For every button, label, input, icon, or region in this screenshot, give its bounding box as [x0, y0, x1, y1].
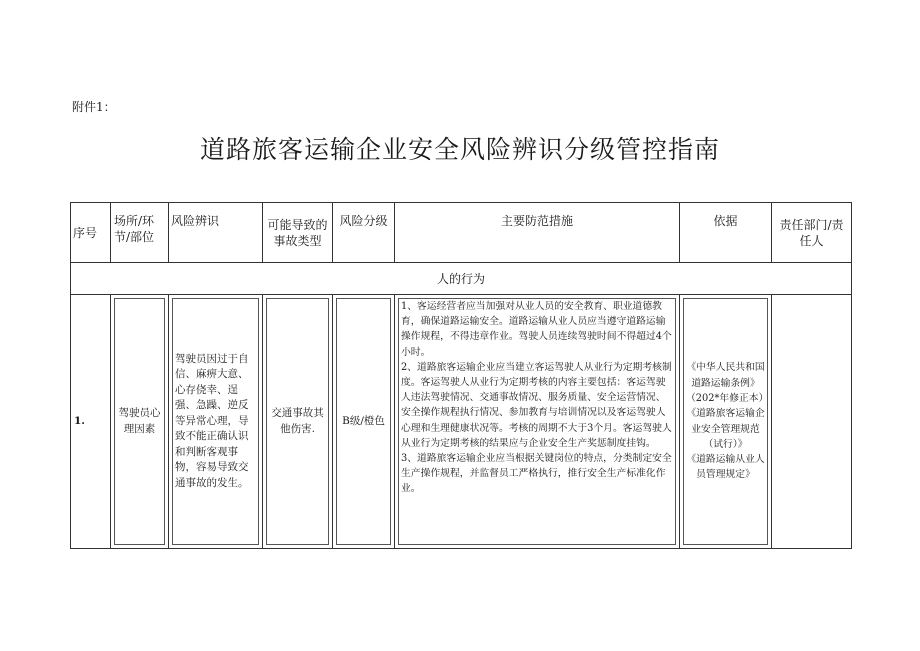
row-measures — [398, 298, 676, 545]
measure-item-3: 3、道路旅客运输企业应当根据关键岗位的特点，分类制定安全生产操作规程，并监督员工严格执行，推行安全生产标准化作业。 — [401, 453, 672, 495]
attachment-label: 附件1： — [72, 100, 116, 114]
cell-location — [111, 295, 169, 549]
row-seq: 1. — [74, 414, 85, 427]
header-risk-level: 风险分级 — [333, 203, 395, 263]
row-risk-identification: 驾驶员因过于自信、麻痹大意、心存侥幸、逞强、急躁、逆反等异常心理，导致不能正确认识和判断客观事物，容易导致交通事故的发生。 — [175, 352, 249, 489]
risk-guide-table — [70, 202, 852, 549]
header-responsible: 责任部门/责任人 — [772, 203, 852, 263]
header-risk-identification: 风险辨识 — [169, 203, 263, 263]
header-basis: 依据 — [680, 203, 772, 263]
cell-responsible — [772, 295, 852, 549]
section-title: 人的行为 — [71, 263, 852, 295]
row-accident-type: 交通事故其他伤害. — [271, 407, 324, 435]
row-risk-level: B级/橙色 — [342, 414, 385, 427]
measure-item-2: 2、道路旅客运输企业应当建立客运驾驶人从业行为定期考核制度。客运驾驶人从业行为定期考核的内容主要包括：客运驾驶人违法驾驶情况、交通事故情况、服务质量、安全运营情况、安全操作规程执行情况、参加教育与培训情况以及客运驾驶人心理和生理健康状况等。考核的周期不大于3个月。客运驾驶人从业行为定期考核的结果应与企业安全生产奖惩制度挂钩。 — [401, 361, 672, 449]
cell-basis — [680, 295, 772, 549]
basis-item-3: 《道路运输从业人员管理规定》 — [686, 454, 765, 481]
row-responsible — [775, 298, 848, 545]
table-header-row — [71, 203, 852, 263]
measure-item-1: 1、客运经营者应当加强对从业人员的安全教育、职业道德教育，确保道路运输安全。道路运输从业人员应当遵守道路运输操作规程，不得违章作业。驾驶人员连续驾驶时间不得超过4个小时。 — [401, 301, 672, 358]
cell-measures — [395, 295, 680, 549]
cell-accident-type — [263, 295, 333, 549]
header-location: 场所/环节/部位 — [111, 203, 169, 263]
basis-item-1: 《中华人民共和国道路运输条例》（202*年修正本） — [686, 362, 769, 404]
header-seq: 序号 — [71, 203, 111, 263]
row-basis — [683, 298, 768, 545]
cell-seq — [71, 295, 111, 549]
table-row — [71, 295, 852, 549]
section-row — [71, 263, 852, 295]
row-location: 驾驶员心理因素 — [118, 407, 161, 435]
cell-risk-level — [333, 295, 395, 549]
cell-risk-identification — [169, 295, 263, 549]
header-accident-type: 可能导致的事故类型 — [263, 203, 333, 263]
basis-item-2: 《道路旅客运输企业安全管理规范（试行）》 — [686, 408, 765, 450]
document-title: 道路旅客运输企业安全风险辨识分级管控指南 — [199, 135, 720, 164]
header-measures: 主要防范措施 — [395, 203, 680, 263]
